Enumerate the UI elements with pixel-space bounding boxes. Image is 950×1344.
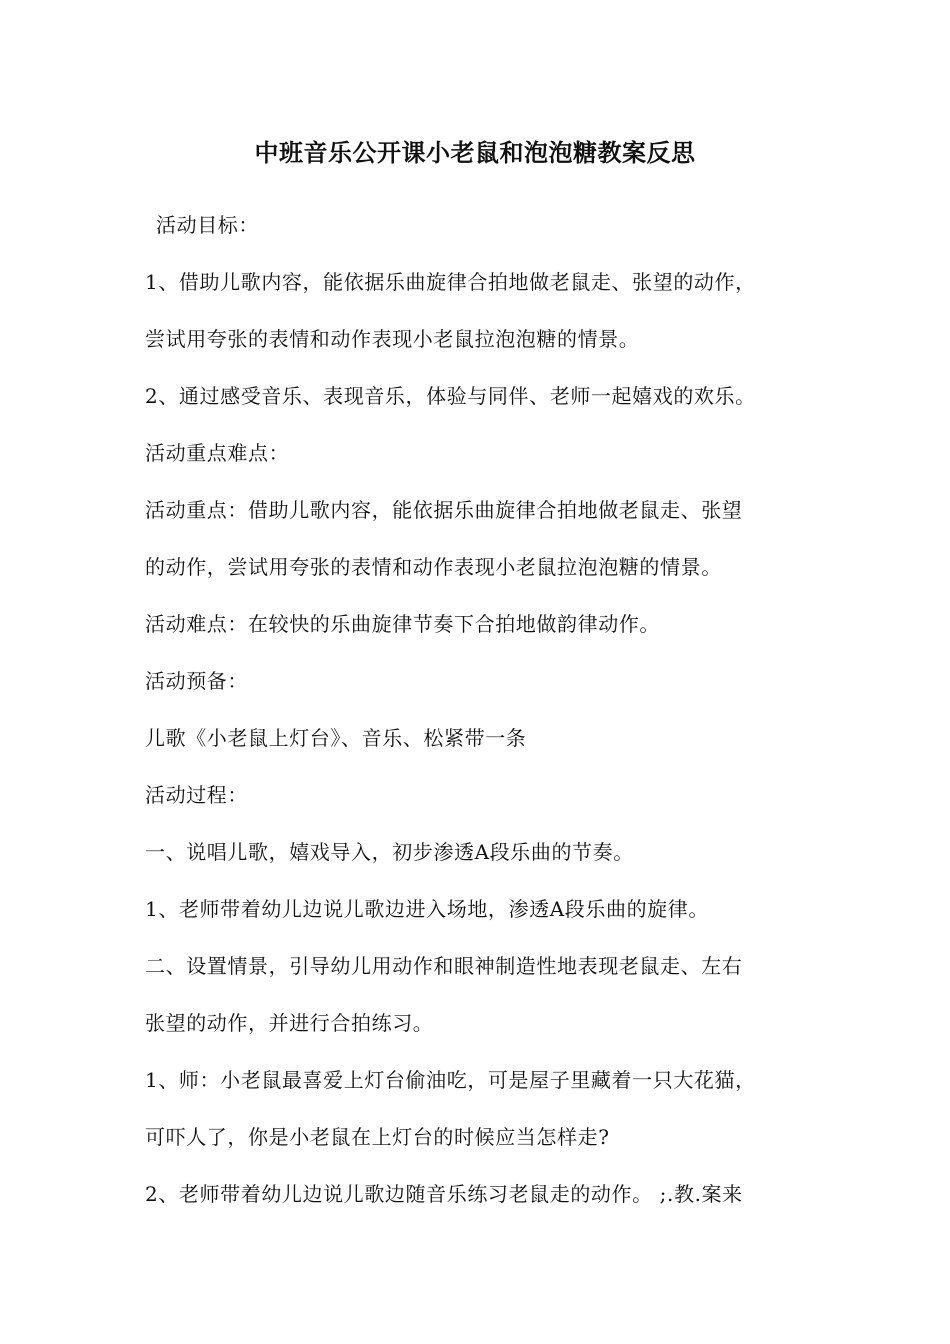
paragraph-line: 尝试用夸张的表情和动作表现小老鼠拉泡泡糖的情景。 (145, 327, 640, 351)
paragraph-line: 2、老师带着幼儿边说儿歌边随音乐练习老鼠走的动作。 ;.教.案来 (145, 1182, 743, 1206)
section-heading-goals: 活动目标： (156, 213, 259, 237)
section-heading-key-points: 活动重点难点： (145, 441, 290, 465)
paragraph-line: 2、通过感受音乐、表现音乐，体验与同伴、老师一起嬉戏的欢乐。 (145, 384, 756, 408)
paragraph-line: 可吓人了，你是小老鼠在上灯台的时候应当怎样走? (145, 1125, 610, 1149)
paragraph-line: 活动难点：在较快的乐曲旋律节奏下合拍地做韵律动作。 (145, 612, 660, 636)
paragraph-line: 二、设置情景，引导幼儿用动作和眼神制造性地表现老鼠走、左右 (145, 954, 743, 978)
paragraph-line: 张望的动作，并进行合拍练习。 (145, 1011, 434, 1035)
paragraph-line: 1、老师带着幼儿边说儿歌边进入场地，渗透A段乐曲的旋律。 (145, 897, 709, 921)
paragraph-line: 儿歌《小老鼠上灯台》、音乐、松紧带一条 (145, 726, 527, 750)
paragraph-line: 一、说唱儿歌，嬉戏导入，初步渗透A段乐曲的节奏。 (145, 840, 634, 864)
paragraph-line: 1、借助儿歌内容，能依据乐曲旋律合拍地做老鼠走、张望的动作， (145, 270, 756, 294)
section-heading-process: 活动过程： (145, 783, 248, 807)
document-title: 中班音乐公开课小老鼠和泡泡糖教案反思 (254, 138, 696, 167)
paragraph-line: 1、师：小老鼠最喜爱上灯台偷油吃，可是屋子里藏着一只大花猫， (145, 1068, 756, 1092)
paragraph-line: 活动重点：借助儿歌内容，能依据乐曲旋律合拍地做老鼠走、张望 (145, 498, 743, 522)
section-heading-preparation: 活动预备： (145, 669, 248, 693)
paragraph-line: 的动作，尝试用夸张的表情和动作表现小老鼠拉泡泡糖的情景。 (145, 555, 722, 579)
